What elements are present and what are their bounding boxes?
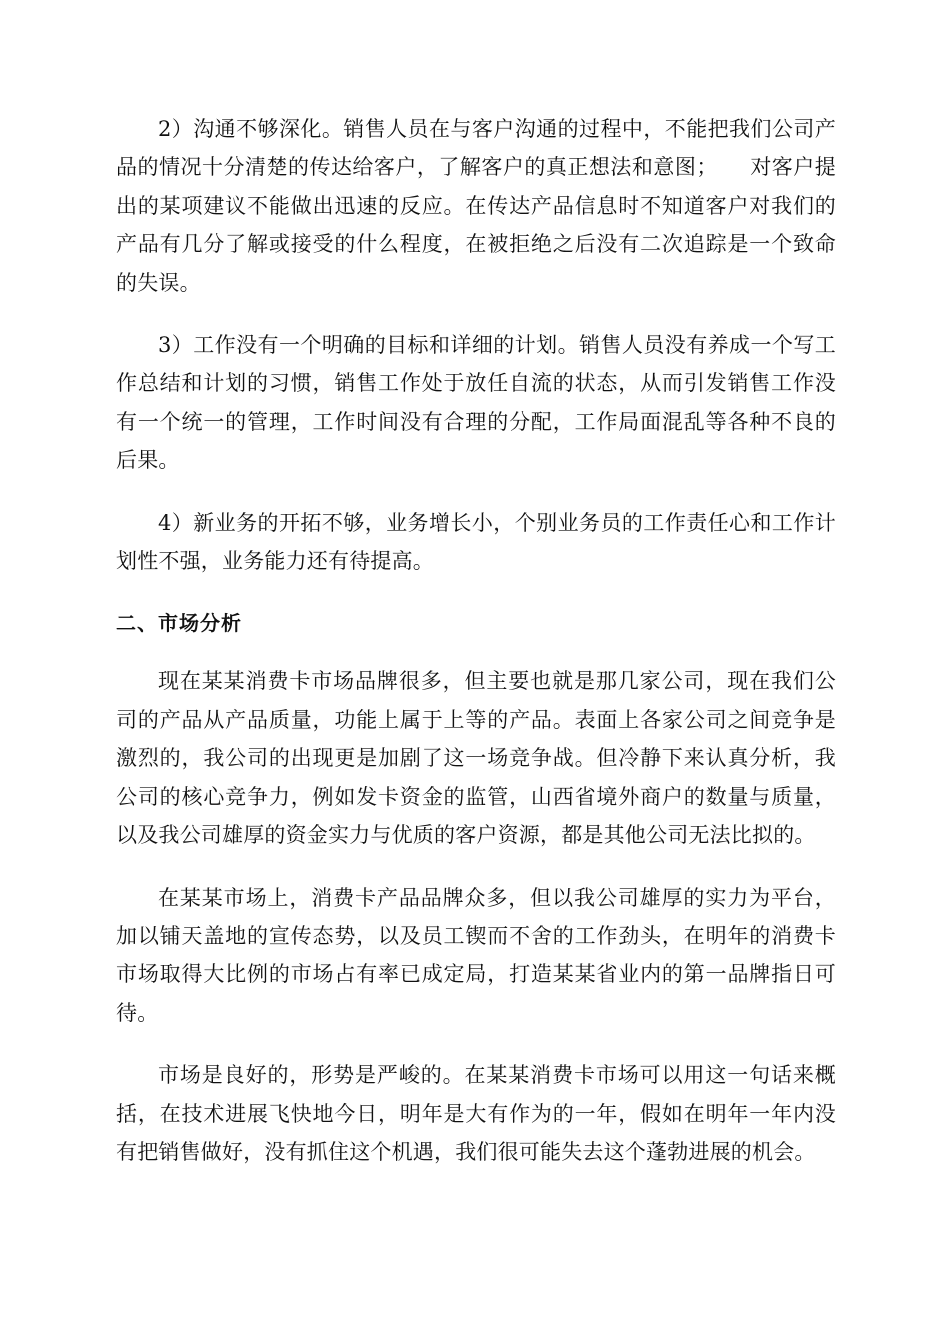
document-page bbox=[116, 110, 836, 1195]
paragraph-new-business-issue: 4）新业务的开拓不够，业务增长小，个别业务员的工作责任心和工作计划性不强，业务能力还有待提高。 bbox=[116, 510, 836, 574]
paragraph-market-opportunity: 市场是良好的，形势是严峻的。在某某消费卡市场可以用这一句话来概括，在技术进展飞快地今日，明年是大有作为的一年，假如在明年一年内没有把销售做好，没有抓住这个机遇，我们很可能失去这个蓬勃进展的机会。 bbox=[116, 1063, 836, 1164]
paragraph-market-outlook: 在某某市场上，消费卡产品品牌众多，但以我公司雄厚的实力为平台，加以铺天盖地的宣传态势，以及员工锲而不舍的工作劲头，在明年的消费卡市场取得大比例的市场占有率已成定局，打造某某省业内的第一品牌指日可待。 bbox=[116, 885, 836, 1025]
paragraph-communication-issue: 2）沟通不够深化。销售人员在与客户沟通的过程中，不能把我们公司产品的情况十分清楚的传达给客户，了解客户的真正想法和意图； 对客户提出的某项建议不能做出迅速的反应。在传达产品信息时不知道客户对我们的产品有几分了解或接受的什么程度，在被拒绝之后没有二次追踪是一个致命的失误。 bbox=[116, 117, 836, 295]
paragraph-planning-issue: 3）工作没有一个明确的目标和详细的计划。销售人员没有养成一个写工作总结和计划的习惯，销售工作处于放任自流的状态，从而引发销售工作没有一个统一的管理，工作时间没有合理的分配，工作局面混乱等各种不良的后果。 bbox=[116, 333, 836, 473]
section-heading-market-analysis: 二、市场分析 bbox=[116, 611, 242, 636]
paragraph-market-brands: 现在某某消费卡市场品牌很多，但主要也就是那几家公司，现在我们公司的产品从产品质量，功能上属于上等的产品。表面上各家公司之间竞争是激烈的，我公司的出现更是加剧了这一场竞争战。但冷静下来认真分析，我公司的核心竞争力，例如发卡资金的监管，山西省境外商户的数量与质量，以及我公司雄厚的资金实力与优质的客户资源，都是其他公司无法比拟的。 bbox=[116, 669, 836, 848]
